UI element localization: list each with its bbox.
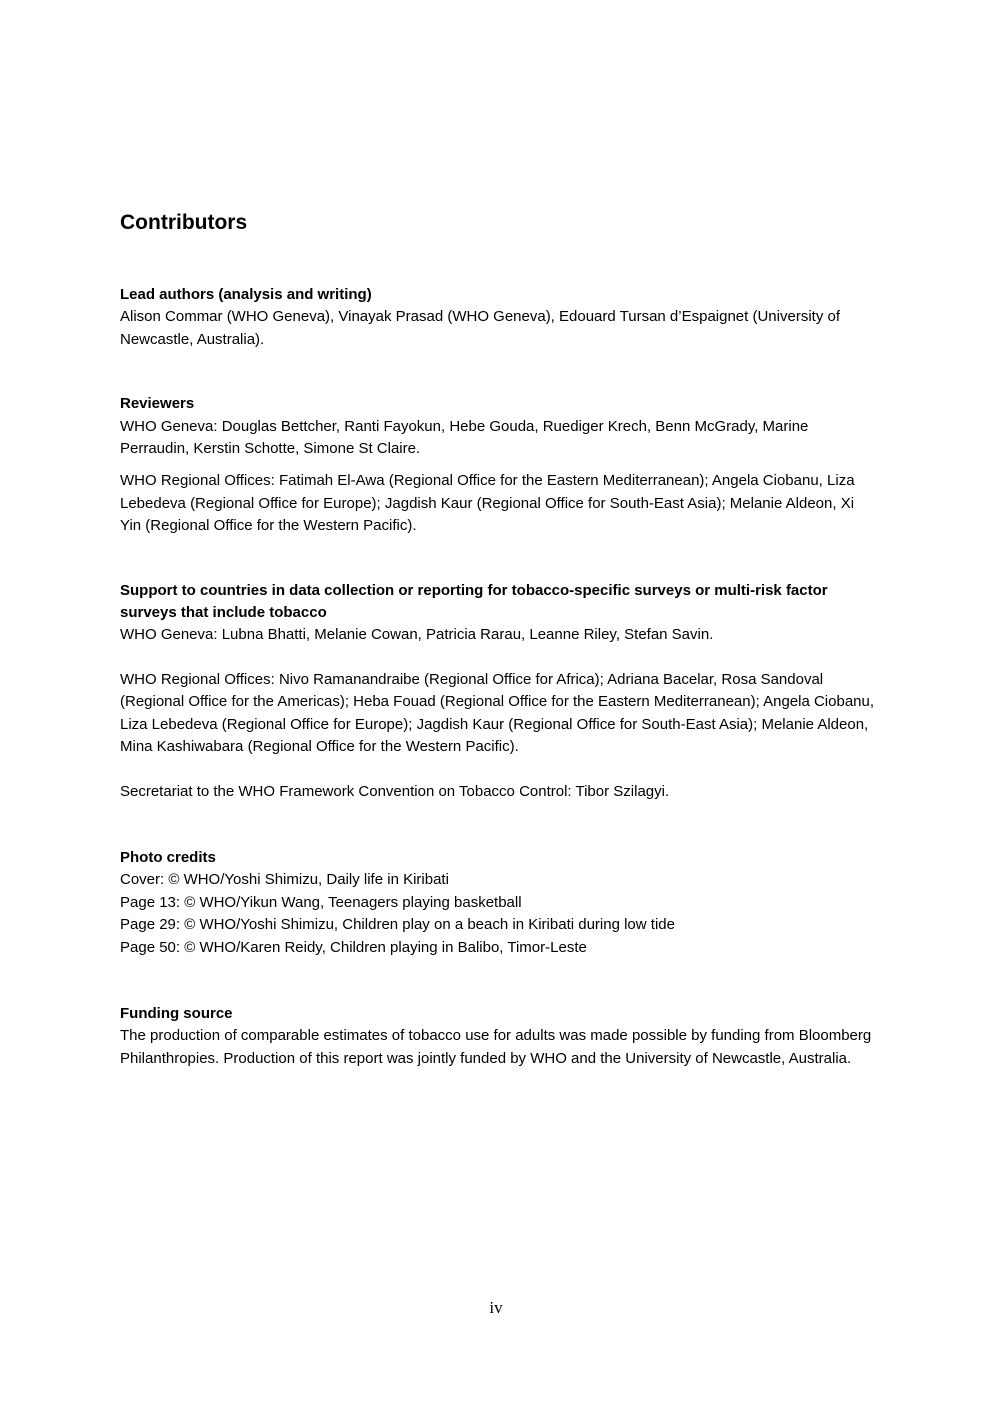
photo-credit-line: Page 29: © WHO/Yoshi Shimizu, Children play on a beach in Kiribati during low tide: [120, 916, 675, 934]
funding-text: The production of comparable estimates of tobacco use for adults was made possible by funding from Bloomberg Philanthropies. Production of this report was jointly funded by WHO and the University of Newcastle, Australia.: [120, 1027, 872, 1067]
funding-heading: Funding source: [120, 1004, 233, 1022]
photo-credits-section: [120, 847, 876, 959]
support-geneva-text: WHO Geneva: Lubna Bhatti, Melanie Cowan, Patricia Rarau, Leanne Riley, Stefan Savin.: [120, 626, 714, 644]
page-number: iv: [489, 1298, 503, 1317]
reviewers-regional-text: WHO Regional Offices: Fatimah El-Awa (Regional Office for the Eastern Mediterranean); Angela Ciobanu, Liza Lebedeva (Regional Office for Europe); Jagdish Kaur (Regional Office for South-East Asia); Melanie Aldeon, Xi Yin (Regional Office for the Western Pacific).: [120, 472, 855, 535]
support-section: [120, 580, 876, 803]
photo-credit-line: Page 50: © WHO/Karen Reidy, Children playing in Balibo, Timor-Leste: [120, 938, 587, 956]
support-secretariat-text: Secretariat to the WHO Framework Convention on Tobacco Control: Tibor Szilagyi.: [120, 782, 670, 800]
page-content: [120, 206, 876, 1070]
support-heading: Support to countries in data collection or reporting for tobacco-specific surveys or multi-risk factor surveys that include tobacco: [120, 581, 828, 622]
photo-credits-heading: Photo credits: [120, 848, 216, 866]
reviewers-geneva-text: WHO Geneva: Douglas Bettcher, Ranti Fayokun, Hebe Gouda, Ruediger Krech, Benn McGrady, Marine Perraudin, Kerstin Schotte, Simone St Claire.: [120, 417, 809, 458]
lead-authors-section: [120, 284, 876, 351]
photo-credit-line: Page 13: © WHO/Yikun Wang, Teenagers playing basketball: [120, 893, 522, 911]
photo-credit-line: Cover: © WHO/Yoshi Shimizu, Daily life in Kiribati: [120, 871, 449, 889]
reviewers-section: [120, 393, 876, 537]
lead-authors-heading: Lead authors (analysis and writing): [120, 286, 372, 303]
support-regional-text: WHO Regional Offices: Nivo Ramanandraibe (Regional Office for Africa); Adriana Bacelar, Rosa Sandoval (Regional Office for the Americas); Heba Fouad (Regional Office for the Eastern Mediterranean); Angela Ciobanu, Liza Lebedeva (Regional Office for Europe); Jagdish Kaur (Regional Office for South-East Asia); Melanie Aldeon, Mina Kashiwabara (Regional Office for the Western Pacific).: [120, 670, 875, 756]
reviewers-heading: Reviewers: [120, 395, 195, 413]
funding-section: [120, 1003, 876, 1070]
page-title: Contributors: [120, 211, 248, 234]
lead-authors-text: Alison Commar (WHO Geneva), Vinayak Prasad (WHO Geneva), Edouard Tursan d’Espaignet (University of Newcastle, Australia).: [120, 308, 840, 348]
